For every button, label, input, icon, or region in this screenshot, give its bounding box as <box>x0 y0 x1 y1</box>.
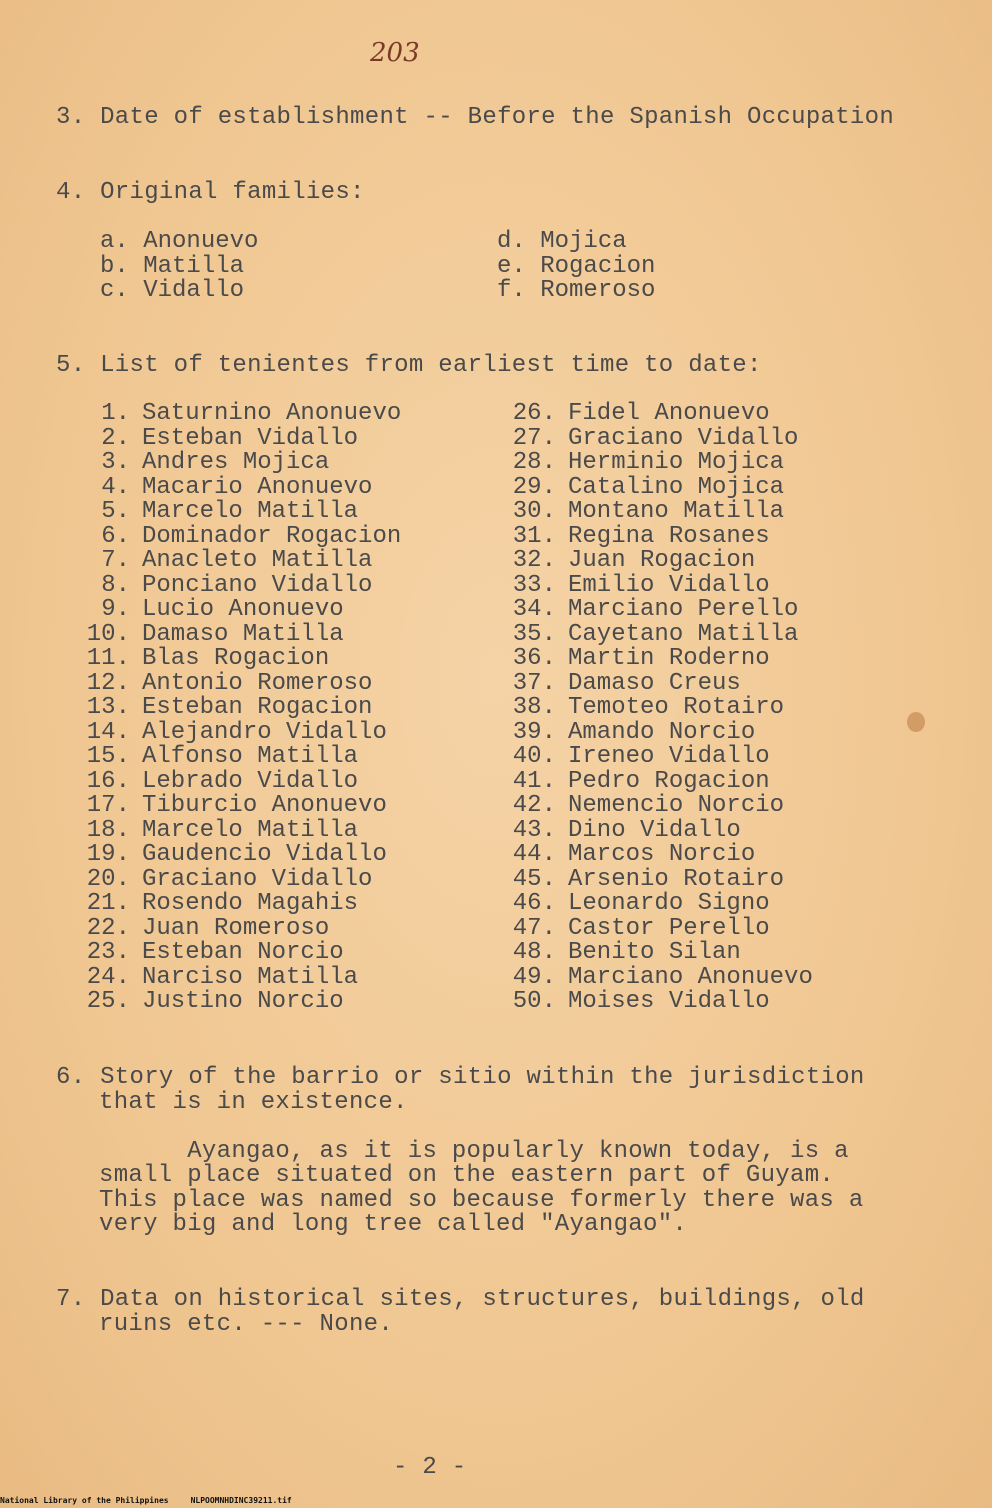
item-7-line2: ruins etc. --- None. <box>99 1311 394 1338</box>
list-item <box>496 718 813 746</box>
list-item <box>70 865 401 893</box>
list-item-name: Justino Norcio <box>142 988 344 1015</box>
list-item <box>70 914 401 942</box>
list-item <box>496 598 813 623</box>
list-item <box>496 647 813 672</box>
list-item-name: Esteban Norcio <box>142 939 344 966</box>
list-item <box>70 767 401 795</box>
list-item-name: Marciano Anonuevo <box>568 963 813 991</box>
list-item-number: 4. <box>101 473 130 501</box>
list-item-number: 37. <box>512 669 556 697</box>
list-item <box>70 669 401 697</box>
list-item-number: 12. <box>86 669 130 697</box>
list-item <box>70 745 401 770</box>
list-item-number: 45. <box>512 865 556 893</box>
tenientes-left-list <box>70 402 401 1015</box>
list-item-number: 22. <box>86 914 130 942</box>
list-item-name: Ponciano Vidallo <box>142 571 373 599</box>
list-item-number: 50. <box>512 988 556 1015</box>
list-item-name: Regina Rosanes <box>568 522 770 550</box>
list-item-name: Castor Perello <box>568 914 770 942</box>
list-item <box>496 843 813 868</box>
list-item-number: 29. <box>512 473 556 501</box>
families-right-list <box>497 230 655 304</box>
story-line: small place situated on the eastern part of Guyam. <box>99 1162 835 1189</box>
list-item-name: Macario Anonuevo <box>142 473 373 501</box>
list-item-name: Saturnino Anonuevo <box>142 400 402 427</box>
list-item-name: Dino Vidallo <box>568 816 741 844</box>
list-item-name: Marcelo Matilla <box>142 498 359 525</box>
list-item-name: Marcos Norcio <box>568 841 756 868</box>
list-item <box>496 816 813 844</box>
list-item-number: 28. <box>512 449 556 476</box>
list-item <box>70 647 401 672</box>
list-item-name: Pedro Rogacion <box>568 767 770 795</box>
families-left-list <box>100 230 258 304</box>
list-item-number: 8. <box>101 571 130 599</box>
list-item: d. Mojica <box>497 228 627 255</box>
list-item <box>496 941 813 966</box>
list-item <box>496 571 813 599</box>
list-item-name: Martin Roderno <box>568 645 770 672</box>
list-item-number: 5. <box>101 498 130 525</box>
list-item-number: 39. <box>512 718 556 746</box>
list-item-name: Rosendo Magahis <box>142 890 359 917</box>
list-item-number: 6. <box>101 522 130 550</box>
list-item <box>70 424 401 452</box>
list-item-number: 7. <box>101 547 130 574</box>
item-5 <box>56 354 762 379</box>
list-item-number: 44. <box>512 841 556 868</box>
list-item-number: 15. <box>86 743 130 770</box>
list-item-name: Leonardo Signo <box>568 890 770 917</box>
list-item-number: 2. <box>101 424 130 452</box>
list-item <box>70 451 401 476</box>
list-item: a. Anonuevo <box>100 228 259 255</box>
list-item-number: 13. <box>86 694 130 721</box>
list-item-number: 9. <box>101 596 130 623</box>
list-item-name: Arsenio Rotairo <box>568 865 785 893</box>
list-item-number: 36. <box>512 645 556 672</box>
item-4-number: 4. <box>56 179 86 206</box>
list-item-number: 34. <box>512 596 556 623</box>
list-item <box>70 963 401 991</box>
item-5-text: List of tenientes from earliest time to date: <box>100 352 762 379</box>
item-3-text: Date of establishment -- Before the Spanish Occupation <box>100 104 895 131</box>
list-item-number: 30. <box>512 498 556 525</box>
list-item <box>496 696 813 721</box>
list-item-name: Graciano Vidallo <box>142 865 373 893</box>
list-item-name: Catalino Mojica <box>568 473 785 501</box>
list-item-number: 33. <box>512 571 556 599</box>
list-item-name: Narciso Matilla <box>142 963 359 991</box>
list-item-number: 46. <box>512 890 556 917</box>
list-item-name: Moises Vidallo <box>568 988 770 1015</box>
story-line: This place was named so because formerly there was a <box>99 1187 864 1214</box>
list-item-name: Juan Rogacion <box>568 547 756 574</box>
list-item-name: Juan Romeroso <box>142 914 330 942</box>
item-3 <box>56 106 894 131</box>
item-6-heading <box>56 1066 865 1091</box>
list-item <box>496 914 813 942</box>
list-item-number: 14. <box>86 718 130 746</box>
list-item <box>70 794 401 819</box>
item-4-text: Original families: <box>100 179 365 206</box>
story-line: very big and long tree called "Ayangao". <box>99 1211 688 1238</box>
list-item-number: 26. <box>512 400 556 427</box>
list-item-number: 48. <box>512 939 556 966</box>
list-item-number: 38. <box>512 694 556 721</box>
list-item-number: 47. <box>512 914 556 942</box>
list-item <box>70 816 401 844</box>
list-item <box>70 843 401 868</box>
list-item-number: 43. <box>512 816 556 844</box>
item-6-line2: that is in existence. <box>99 1089 408 1116</box>
list-item <box>496 745 813 770</box>
list-item <box>70 941 401 966</box>
list-item <box>496 549 813 574</box>
list-item <box>70 571 401 599</box>
list-item-number: 41. <box>512 767 556 795</box>
list-item-name: Marcelo Matilla <box>142 816 359 844</box>
item-3-number: 3. <box>56 104 86 131</box>
list-item-name: Herminio Mojica <box>568 449 785 476</box>
list-item-name: Esteban Rogacion <box>142 694 373 721</box>
list-item-name: Lebrado Vidallo <box>142 767 359 795</box>
list-item-name: Fidel Anonuevo <box>568 400 770 427</box>
list-item-number: 35. <box>512 620 556 648</box>
list-item-name: Damaso Matilla <box>142 620 344 648</box>
tenientes-right-list <box>496 402 813 1015</box>
list-item-name: Andres Mojica <box>142 449 330 476</box>
list-item-name: Ireneo Vidallo <box>568 743 770 770</box>
list-item-name: Dominador Rogacion <box>142 522 402 550</box>
list-item <box>70 718 401 746</box>
list-item <box>496 892 813 917</box>
list-item-name: Esteban Vidallo <box>142 424 359 452</box>
list-item-name: Antonio Romeroso <box>142 669 373 697</box>
list-item-number: 49. <box>512 963 556 991</box>
list-item <box>70 892 401 917</box>
list-item-number: 31. <box>512 522 556 550</box>
list-item-number: 20. <box>86 865 130 893</box>
footer-filename: NLPOOMNHDINC39211.tif <box>190 1496 292 1505</box>
item-7-heading <box>56 1288 865 1313</box>
list-item-number: 18. <box>86 816 130 844</box>
list-item <box>70 402 401 427</box>
footer-institution: National Library of the Philippines <box>0 1496 169 1505</box>
list-item-number: 24. <box>86 963 130 991</box>
list-item <box>496 865 813 893</box>
list-item: b. Matilla <box>100 252 245 280</box>
list-item-name: Tiburcio Anonuevo <box>142 792 387 819</box>
list-item-number: 23. <box>86 939 130 966</box>
list-item: c. Vidallo <box>100 277 245 304</box>
list-item-name: Marciano Perello <box>568 596 799 623</box>
list-item: f. Romeroso <box>497 277 656 304</box>
list-item <box>496 500 813 525</box>
list-item <box>496 451 813 476</box>
list-item <box>496 990 813 1015</box>
list-item <box>496 963 813 991</box>
list-item-name: Lucio Anonuevo <box>142 596 344 623</box>
list-item-number: 27. <box>512 424 556 452</box>
list-item: e. Rogacion <box>497 252 656 280</box>
stain-mark <box>907 712 925 732</box>
list-item-name: Damaso Creus <box>568 669 741 697</box>
list-item-name: Montano Matilla <box>568 498 785 525</box>
list-item <box>70 522 402 550</box>
list-item-number: 1. <box>101 400 130 427</box>
list-item-name: Benito Silan <box>568 939 741 966</box>
list-item-name: Temoteo Rotairo <box>568 694 785 721</box>
list-item-number: 42. <box>512 792 556 819</box>
list-item <box>70 990 401 1015</box>
list-item-number: 40. <box>512 743 556 770</box>
item-7-number: 7. <box>56 1286 86 1313</box>
list-item-number: 11. <box>86 645 130 672</box>
item-5-number: 5. <box>56 352 86 379</box>
scan-footer <box>0 1496 314 1505</box>
list-item-name: Gaudencio Vidallo <box>142 841 387 868</box>
list-item-name: Amando Norcio <box>568 718 756 746</box>
list-item-number: 3. <box>101 449 130 476</box>
list-item <box>496 669 813 697</box>
list-item <box>496 522 813 550</box>
list-item <box>496 424 813 452</box>
list-item <box>496 767 813 795</box>
handwritten-page-number: 203 <box>370 38 420 68</box>
item-6-number: 6. <box>56 1064 86 1091</box>
list-item-number: 21. <box>86 890 130 917</box>
list-item-name: Emilio Vidallo <box>568 571 770 599</box>
list-item <box>70 696 401 721</box>
story-line: Ayangao, as it is popularly known today, is a <box>99 1138 849 1165</box>
list-item <box>496 402 813 427</box>
list-item <box>496 620 813 648</box>
item-6-line1: Story of the barrio or sitio within the jurisdiction <box>100 1064 865 1091</box>
list-item-name: Blas Rogacion <box>142 645 330 672</box>
list-item <box>496 473 813 501</box>
list-item <box>496 794 813 819</box>
list-item <box>70 620 401 648</box>
list-item <box>70 598 401 623</box>
page-number: - 2 - <box>393 1454 467 1481</box>
list-item-name: Alfonso Matilla <box>142 743 359 770</box>
list-item-number: 17. <box>86 792 130 819</box>
list-item-number: 25. <box>86 988 130 1015</box>
list-item-number: 16. <box>86 767 130 795</box>
list-item <box>70 473 401 501</box>
list-item-name: Alejandro Vidallo <box>142 718 387 746</box>
list-item-name: Cayetano Matilla <box>568 620 799 648</box>
list-item-number: 10. <box>86 620 130 648</box>
list-item <box>70 500 401 525</box>
list-item-name: Nemencio Norcio <box>568 792 785 819</box>
list-item-name: Graciano Vidallo <box>568 424 799 452</box>
list-item-name: Anacleto Matilla <box>142 547 373 574</box>
item-7-line1: Data on historical sites, structures, buildings, old <box>100 1286 865 1313</box>
list-item-number: 32. <box>512 547 556 574</box>
list-item-number: 19. <box>86 841 130 868</box>
item-4 <box>56 181 365 206</box>
list-item <box>70 549 401 574</box>
